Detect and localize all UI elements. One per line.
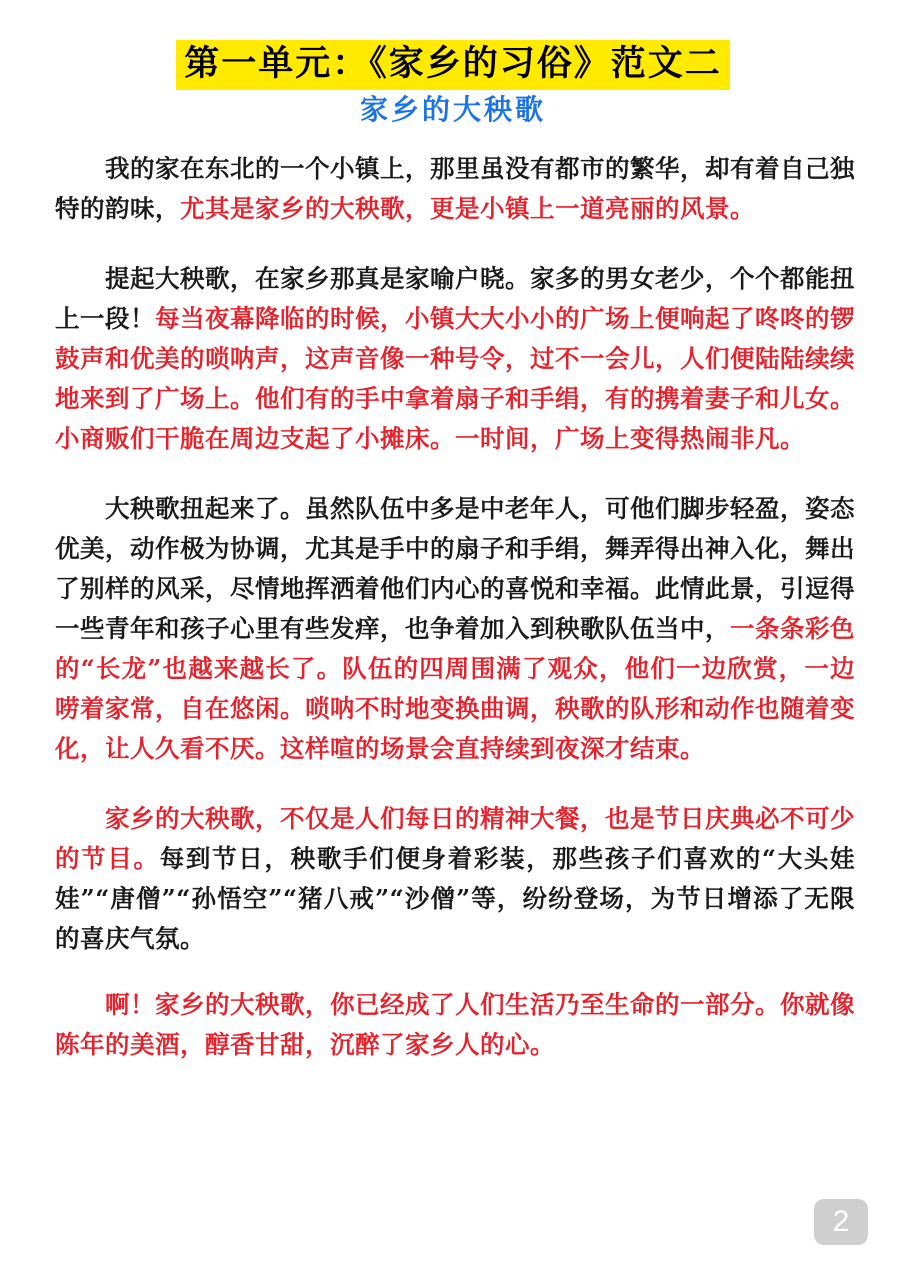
paragraph-5-segment-1: 啊！家乡的大秧歌，你已经成了人们生活乃至生命的一部分。你就像陈年的美酒，醇香甘甜，沉醉了家乡人的心。: [55, 990, 855, 1059]
title-container: [0, 40, 906, 90]
paragraph-4-segment-1: 家乡的大秧歌，不仅是人们每日的精神大餐，也是节日庆典必不可少的节目。: [55, 804, 855, 873]
paragraph-1-segment-1: 我的家在东北的一个小镇上，那里虽没有都市的繁华，却有着自己独特的韵味，: [55, 154, 855, 223]
paragraph-2-segment-2: 每当夜幕降临的时候，小镇大大小小的广场上便响起了咚咚的锣鼓声和优美的唢呐声，这声音像一种号令，过不一会儿，人们便陆陆续续地来到了广场上。他们有的手中拿着扇子和手绢，有的携着妻子和儿女。小商贩们干脆在周边支起了小摊床。一时间，广场上变得热闹非凡。: [55, 304, 855, 453]
paragraph-3-segment-1: 大秧歌扭起来了。虽然队伍中多是中老年人，可他们脚步轻盈，姿态优美，动作极为协调，尤其是手中的扇子和手绢，舞弄得出神入化，舞出了别样的风采，尽情地挥洒着他们内心的喜悦和幸福。此情此景，引逗得一些青年和孩子心里有些发痒，也争着加入到秧歌队伍当中，: [55, 494, 855, 643]
paragraph-4-segment-2: 每到节日，秧歌手们便身着彩装，那些孩子们喜欢的“大头娃娃”“唐僧”“孙悟空”“猪八戒”“沙僧”等，纷纷登场，为节日增添了无限的喜庆气氛。: [55, 844, 856, 953]
paragraph-4: [55, 799, 855, 959]
paragraph-2: [55, 259, 855, 459]
paragraph-3: [55, 489, 855, 769]
document-title: 第一单元：《家乡的习俗》范文二: [176, 40, 730, 90]
paragraph-3-segment-2: 一条条彩色的“长龙”也越来越长了。队伍的四周围满了观众，他们一边欣赏，一边唠着家常，自在悠闲。唢呐不时地变换曲调，秧歌的队形和动作也随着变化，让人久看不厌。这样喧的场景会直持续到夜深才结束。: [55, 614, 855, 763]
paragraph-1-segment-2: 尤其是家乡的大秧歌，更是小镇上一道亮丽的风景。: [180, 194, 755, 223]
paragraph-5: [55, 985, 855, 1065]
essay-body: [55, 149, 855, 1065]
paragraph-1: [55, 149, 855, 229]
page-number-badge: 2: [814, 1199, 868, 1245]
essay-title: 家乡的大秧歌: [359, 93, 546, 126]
paragraph-2-segment-1: 提起大秧歌，在家乡那真是家喻户晓。家多的男女老少，个个都能扭上一段！: [55, 264, 855, 333]
